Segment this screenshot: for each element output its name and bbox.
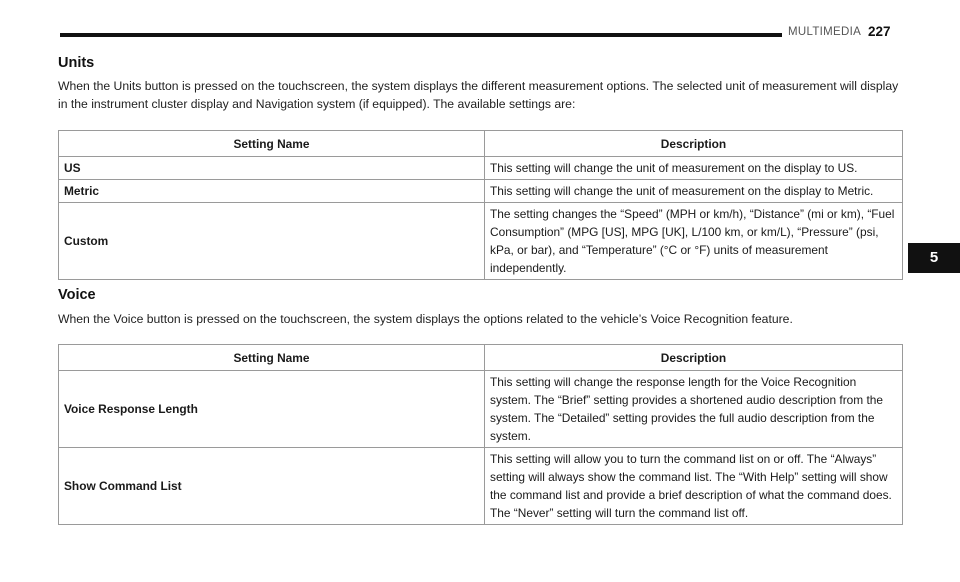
- setting-description: This setting will allow you to turn the command list on or off. The “Always” setting will always show the command list. The “With Help” setting will show the command list and provide a brief description of what the command does. The “Never” setting will turn the command list off.: [485, 448, 903, 525]
- setting-description: This setting will change the response length for the Voice Recognition system. The “Brief” setting provides a shortened audio description from the system. The “Detailed” setting provides the full audio description from the system.: [485, 371, 903, 448]
- setting-name: US: [59, 157, 485, 180]
- setting-name: Metric: [59, 180, 485, 203]
- setting-description: This setting will change the unit of measurement on the display to US.: [485, 157, 903, 180]
- page-number: 227: [868, 24, 891, 39]
- units-heading: Units: [58, 55, 95, 71]
- chapter-tab: 5: [908, 243, 960, 273]
- column-header-description: Description: [485, 345, 903, 371]
- units-table: [58, 130, 903, 280]
- column-header-description: Description: [485, 131, 903, 157]
- setting-description: The setting changes the “Speed” (MPH or km/h), “Distance” (mi or km), “Fuel Consumption” (MPG [US], MPG [UK], L/100 km, or km/L), “Pressure” (psi, kPa, or bar), and “Temperature” (°C or °F) units of measurement independently.: [485, 203, 903, 280]
- voice-heading: Voice: [58, 287, 96, 303]
- column-header-setting-name: Setting Name: [59, 131, 485, 157]
- table-row: [59, 203, 903, 280]
- table-row: [59, 180, 903, 203]
- setting-description: This setting will change the unit of measurement on the display to Metric.: [485, 180, 903, 203]
- table-header-row: [59, 345, 903, 371]
- header-rule: [60, 33, 782, 37]
- table-row: [59, 157, 903, 180]
- table-header-row: [59, 131, 903, 157]
- column-header-setting-name: Setting Name: [59, 345, 485, 371]
- voice-intro: When the Voice button is pressed on the touchscreen, the system displays the options related to the vehicle’s Voice Recognition feature.: [58, 312, 793, 326]
- setting-name: Voice Response Length: [59, 371, 485, 448]
- units-intro: When the Units button is pressed on the touchscreen, the system displays the different measurement options. The selected unit of measurement will display in the instrument cluster display and Navigation system (if equipped). The available settings are:: [58, 79, 899, 111]
- table-row: [59, 448, 903, 525]
- voice-table: [58, 344, 903, 525]
- section-title: MULTIMEDIA: [788, 26, 862, 38]
- table-row: [59, 371, 903, 448]
- setting-name: Show Command List: [59, 448, 485, 525]
- setting-name: Custom: [59, 203, 485, 280]
